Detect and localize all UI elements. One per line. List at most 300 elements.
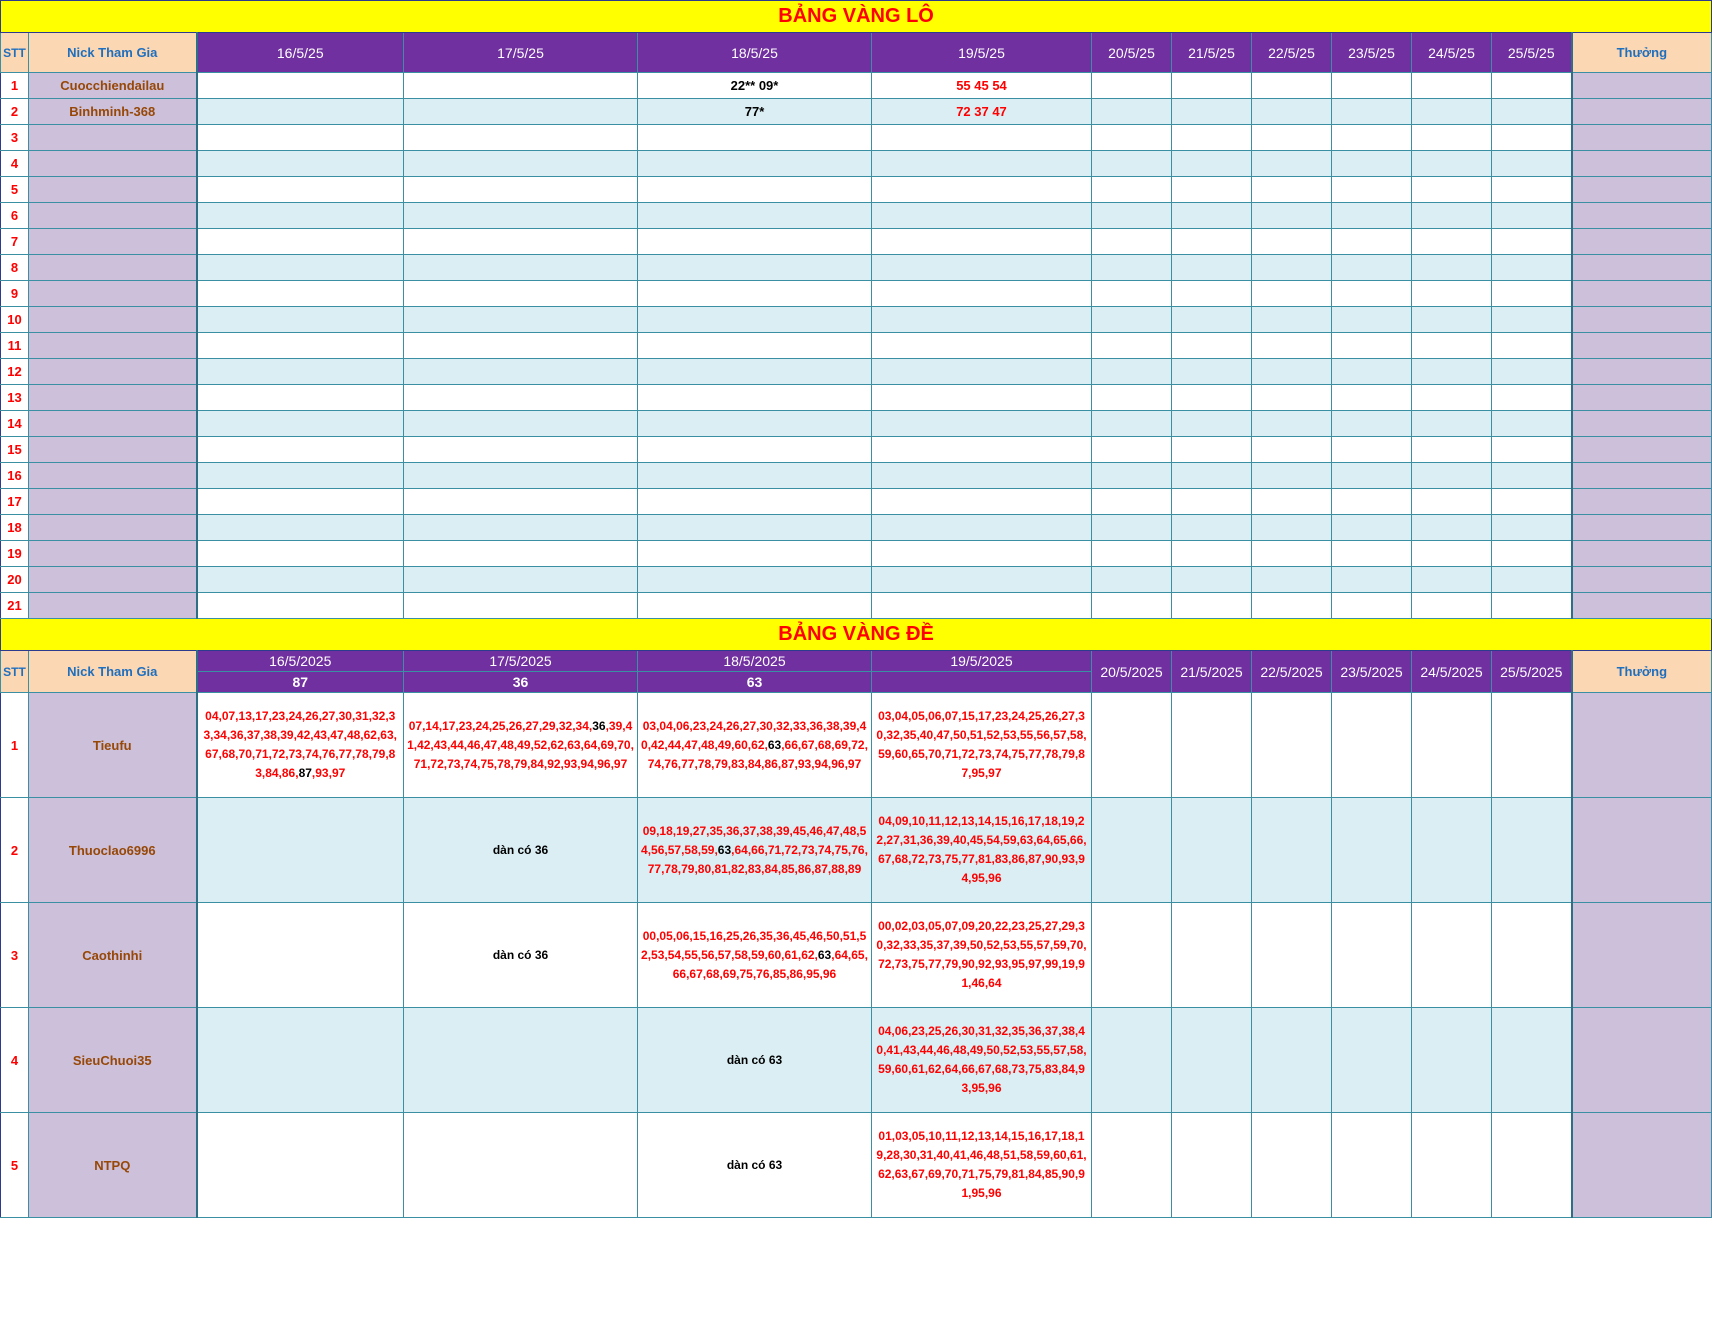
lo-cell[interactable] — [1092, 151, 1172, 177]
lo-cell[interactable] — [1332, 489, 1412, 515]
lo-cell[interactable] — [1172, 125, 1252, 151]
lo-cell[interactable] — [638, 177, 872, 203]
lo-cell[interactable] — [1412, 255, 1492, 281]
lo-cell[interactable] — [1092, 515, 1172, 541]
lo-cell[interactable] — [1252, 411, 1332, 437]
lo-row-nick[interactable] — [29, 203, 197, 229]
lo-cell[interactable] — [404, 99, 638, 125]
lo-row-nick[interactable] — [29, 333, 197, 359]
lo-cell[interactable] — [404, 333, 638, 359]
lo-row-nick[interactable] — [29, 125, 197, 151]
lo-cell[interactable] — [1492, 463, 1572, 489]
lo-cell[interactable] — [1172, 593, 1252, 619]
lo-cell[interactable] — [1492, 307, 1572, 333]
lo-cell[interactable] — [1172, 489, 1252, 515]
lo-cell[interactable] — [404, 281, 638, 307]
lo-cell[interactable] — [197, 125, 404, 151]
de-cell[interactable] — [1412, 1113, 1492, 1218]
de-cell[interactable] — [872, 693, 1092, 798]
lo-cell[interactable] — [1252, 593, 1332, 619]
lo-cell[interactable] — [1172, 99, 1252, 125]
lo-cell[interactable] — [1092, 437, 1172, 463]
lo-cell[interactable] — [404, 541, 638, 567]
de-row-thuong[interactable] — [1572, 903, 1712, 1008]
de-cell[interactable] — [197, 1113, 404, 1218]
lo-cell[interactable] — [1332, 541, 1412, 567]
de-row-thuong[interactable] — [1572, 1008, 1712, 1113]
de-row-nick[interactable]: SieuChuoi35 — [29, 1008, 197, 1113]
lo-cell[interactable] — [1252, 177, 1332, 203]
de-cell[interactable] — [638, 903, 872, 1008]
lo-cell[interactable] — [1332, 151, 1412, 177]
lo-cell[interactable] — [197, 463, 404, 489]
lo-cell[interactable] — [1492, 437, 1572, 463]
lo-row-nick[interactable] — [29, 463, 197, 489]
lo-cell[interactable] — [1252, 203, 1332, 229]
lo-cell[interactable] — [404, 307, 638, 333]
lo-cell[interactable] — [1492, 203, 1572, 229]
lo-cell[interactable] — [1332, 203, 1412, 229]
de-cell[interactable] — [1252, 798, 1332, 903]
de-cell[interactable] — [1492, 693, 1572, 798]
lo-cell[interactable] — [1332, 177, 1412, 203]
de-cell[interactable] — [1252, 693, 1332, 798]
lo-cell[interactable] — [1492, 541, 1572, 567]
lo-cell[interactable] — [1492, 515, 1572, 541]
lo-cell[interactable] — [1332, 463, 1412, 489]
lo-cell[interactable] — [1492, 333, 1572, 359]
lo-row-nick[interactable] — [29, 177, 197, 203]
lo-cell[interactable] — [1252, 229, 1332, 255]
lo-cell[interactable] — [1492, 73, 1572, 99]
lo-cell[interactable] — [404, 593, 638, 619]
lo-cell[interactable] — [404, 489, 638, 515]
lo-cell[interactable] — [1492, 359, 1572, 385]
lo-cell[interactable] — [1252, 73, 1332, 99]
lo-cell[interactable] — [872, 307, 1092, 333]
de-cell[interactable] — [1172, 693, 1252, 798]
lo-cell[interactable] — [1092, 567, 1172, 593]
lo-cell[interactable] — [1172, 463, 1252, 489]
lo-cell[interactable] — [1412, 567, 1492, 593]
lo-cell[interactable] — [1412, 99, 1492, 125]
lo-cell[interactable] — [197, 359, 404, 385]
lo-cell[interactable] — [872, 567, 1092, 593]
lo-cell[interactable] — [1252, 99, 1332, 125]
lo-cell[interactable] — [1412, 489, 1492, 515]
lo-cell[interactable] — [638, 463, 872, 489]
lo-cell[interactable] — [1332, 593, 1412, 619]
lo-cell[interactable] — [1252, 151, 1332, 177]
lo-cell[interactable] — [1252, 541, 1332, 567]
lo-row-thuong[interactable] — [1572, 567, 1712, 593]
de-cell[interactable] — [1092, 798, 1172, 903]
lo-cell[interactable] — [404, 411, 638, 437]
lo-row-thuong[interactable] — [1572, 73, 1712, 99]
lo-cell[interactable] — [872, 281, 1092, 307]
lo-cell[interactable] — [197, 489, 404, 515]
lo-cell[interactable] — [1092, 463, 1172, 489]
lo-cell[interactable] — [404, 151, 638, 177]
lo-cell[interactable] — [1332, 359, 1412, 385]
lo-cell[interactable] — [404, 125, 638, 151]
lo-row-nick[interactable] — [29, 593, 197, 619]
lo-cell[interactable] — [638, 411, 872, 437]
lo-row-thuong[interactable] — [1572, 593, 1712, 619]
lo-cell[interactable] — [1092, 99, 1172, 125]
lo-cell[interactable] — [1252, 333, 1332, 359]
lo-cell[interactable] — [1332, 515, 1412, 541]
lo-row-nick[interactable]: Binhminh-368 — [29, 99, 197, 125]
lo-cell[interactable] — [872, 515, 1092, 541]
de-cell[interactable] — [1092, 903, 1172, 1008]
de-cell[interactable] — [1412, 1008, 1492, 1113]
lo-cell[interactable] — [1092, 177, 1172, 203]
lo-cell[interactable] — [1252, 281, 1332, 307]
lo-cell[interactable] — [638, 333, 872, 359]
de-cell[interactable] — [197, 693, 404, 798]
lo-cell[interactable] — [638, 359, 872, 385]
lo-cell[interactable] — [872, 125, 1092, 151]
de-cell[interactable] — [197, 1008, 404, 1113]
lo-cell[interactable] — [872, 463, 1092, 489]
lo-cell[interactable] — [1332, 99, 1412, 125]
lo-cell[interactable] — [1172, 333, 1252, 359]
lo-cell[interactable] — [638, 437, 872, 463]
lo-row-nick[interactable] — [29, 281, 197, 307]
de-cell[interactable] — [197, 798, 404, 903]
de-cell[interactable] — [1092, 1008, 1172, 1113]
lo-cell[interactable] — [197, 229, 404, 255]
lo-cell[interactable] — [1492, 229, 1572, 255]
lo-cell[interactable] — [1252, 437, 1332, 463]
lo-cell[interactable] — [1412, 125, 1492, 151]
lo-row-thuong[interactable] — [1572, 489, 1712, 515]
lo-cell[interactable] — [404, 229, 638, 255]
de-cell[interactable] — [1332, 1113, 1412, 1218]
lo-cell[interactable] — [1332, 385, 1412, 411]
lo-cell[interactable] — [1412, 177, 1492, 203]
lo-cell[interactable] — [197, 73, 404, 99]
lo-cell[interactable] — [404, 437, 638, 463]
lo-row-nick[interactable] — [29, 307, 197, 333]
lo-cell[interactable] — [404, 359, 638, 385]
lo-cell[interactable] — [638, 203, 872, 229]
de-cell[interactable] — [872, 1008, 1092, 1113]
lo-cell[interactable] — [638, 541, 872, 567]
lo-cell[interactable] — [197, 281, 404, 307]
lo-cell[interactable] — [1092, 229, 1172, 255]
lo-cell[interactable] — [1492, 255, 1572, 281]
lo-cell[interactable] — [1092, 203, 1172, 229]
lo-cell[interactable] — [197, 177, 404, 203]
de-row-nick[interactable]: Thuoclao6996 — [29, 798, 197, 903]
de-cell[interactable] — [872, 903, 1092, 1008]
lo-cell[interactable] — [1092, 333, 1172, 359]
lo-row-thuong[interactable] — [1572, 437, 1712, 463]
de-cell[interactable] — [404, 693, 638, 798]
de-cell[interactable] — [1492, 1008, 1572, 1113]
lo-cell[interactable] — [872, 541, 1092, 567]
lo-cell[interactable] — [638, 307, 872, 333]
de-cell[interactable] — [638, 1008, 872, 1113]
de-row-thuong[interactable] — [1572, 693, 1712, 798]
lo-cell[interactable] — [1412, 593, 1492, 619]
lo-row-nick[interactable] — [29, 437, 197, 463]
lo-cell[interactable] — [1092, 411, 1172, 437]
lo-cell[interactable] — [872, 411, 1092, 437]
lo-cell[interactable] — [1172, 255, 1252, 281]
lo-cell[interactable] — [872, 229, 1092, 255]
lo-cell[interactable] — [1172, 229, 1252, 255]
de-cell[interactable] — [872, 798, 1092, 903]
lo-cell[interactable] — [197, 385, 404, 411]
lo-cell[interactable] — [404, 203, 638, 229]
lo-cell[interactable] — [638, 255, 872, 281]
de-cell[interactable] — [1492, 798, 1572, 903]
de-cell[interactable] — [404, 1008, 638, 1113]
lo-cell[interactable] — [1412, 203, 1492, 229]
lo-cell[interactable] — [197, 437, 404, 463]
lo-cell[interactable] — [1332, 437, 1412, 463]
lo-cell[interactable] — [1412, 281, 1492, 307]
lo-cell[interactable] — [1252, 515, 1332, 541]
de-cell[interactable] — [638, 1113, 872, 1218]
lo-cell[interactable] — [1172, 437, 1252, 463]
lo-row-thuong[interactable] — [1572, 125, 1712, 151]
lo-row-thuong[interactable] — [1572, 307, 1712, 333]
lo-row-thuong[interactable] — [1572, 229, 1712, 255]
de-cell[interactable] — [1492, 1113, 1572, 1218]
lo-cell[interactable] — [1412, 359, 1492, 385]
lo-cell[interactable] — [1332, 307, 1412, 333]
lo-row-thuong[interactable] — [1572, 203, 1712, 229]
lo-cell[interactable] — [1092, 385, 1172, 411]
lo-cell[interactable] — [638, 489, 872, 515]
lo-cell[interactable] — [1332, 229, 1412, 255]
de-cell[interactable] — [638, 693, 872, 798]
lo-cell[interactable] — [1332, 255, 1412, 281]
lo-row-nick[interactable] — [29, 359, 197, 385]
lo-cell[interactable] — [1172, 307, 1252, 333]
de-cell[interactable] — [1092, 1113, 1172, 1218]
lo-cell[interactable] — [1492, 281, 1572, 307]
lo-cell[interactable] — [1412, 151, 1492, 177]
lo-cell[interactable] — [1412, 307, 1492, 333]
lo-cell[interactable] — [1492, 411, 1572, 437]
lo-cell[interactable] — [197, 99, 404, 125]
lo-row-nick[interactable] — [29, 489, 197, 515]
lo-cell[interactable] — [1172, 411, 1252, 437]
lo-cell[interactable] — [1172, 281, 1252, 307]
lo-cell[interactable] — [1092, 73, 1172, 99]
de-cell[interactable] — [1252, 903, 1332, 1008]
lo-cell[interactable] — [404, 177, 638, 203]
de-cell[interactable] — [1172, 798, 1252, 903]
lo-cell[interactable] — [1172, 567, 1252, 593]
lo-cell[interactable] — [1412, 333, 1492, 359]
de-cell[interactable] — [638, 798, 872, 903]
lo-row-thuong[interactable] — [1572, 541, 1712, 567]
lo-cell[interactable] — [197, 203, 404, 229]
de-cell[interactable] — [1172, 1113, 1252, 1218]
lo-cell[interactable] — [1252, 255, 1332, 281]
de-cell[interactable] — [1332, 798, 1412, 903]
lo-cell[interactable] — [638, 567, 872, 593]
lo-cell[interactable] — [1492, 385, 1572, 411]
lo-cell[interactable] — [1332, 73, 1412, 99]
lo-cell[interactable] — [197, 515, 404, 541]
lo-cell[interactable] — [197, 151, 404, 177]
lo-cell[interactable] — [1252, 307, 1332, 333]
lo-cell[interactable] — [1332, 125, 1412, 151]
lo-cell[interactable] — [1412, 437, 1492, 463]
lo-row-thuong[interactable] — [1572, 515, 1712, 541]
de-cell[interactable] — [404, 798, 638, 903]
de-cell[interactable] — [1092, 693, 1172, 798]
lo-cell[interactable] — [872, 255, 1092, 281]
lo-cell[interactable] — [638, 125, 872, 151]
lo-cell[interactable] — [1092, 281, 1172, 307]
lo-cell[interactable] — [1412, 73, 1492, 99]
lo-cell[interactable] — [872, 437, 1092, 463]
lo-cell[interactable] — [1172, 385, 1252, 411]
lo-cell[interactable] — [404, 463, 638, 489]
lo-cell[interactable] — [1412, 515, 1492, 541]
lo-cell[interactable] — [1092, 541, 1172, 567]
de-cell[interactable] — [1252, 1113, 1332, 1218]
de-row-thuong[interactable] — [1572, 1113, 1712, 1218]
lo-cell[interactable] — [1092, 593, 1172, 619]
lo-cell[interactable] — [1172, 203, 1252, 229]
de-row-nick[interactable]: NTPQ — [29, 1113, 197, 1218]
lo-cell[interactable] — [1332, 333, 1412, 359]
de-row-nick[interactable]: Tieufu — [29, 693, 197, 798]
lo-cell[interactable] — [197, 567, 404, 593]
lo-row-thuong[interactable] — [1572, 333, 1712, 359]
lo-cell[interactable] — [197, 411, 404, 437]
lo-row-nick[interactable] — [29, 567, 197, 593]
lo-cell[interactable] — [197, 307, 404, 333]
lo-cell[interactable] — [1092, 125, 1172, 151]
lo-cell[interactable] — [1492, 125, 1572, 151]
lo-cell[interactable] — [1492, 151, 1572, 177]
lo-cell[interactable] — [1332, 567, 1412, 593]
lo-row-nick[interactable]: Cuocchiendailau — [29, 73, 197, 99]
lo-cell[interactable] — [1172, 73, 1252, 99]
lo-cell[interactable] — [404, 385, 638, 411]
de-cell[interactable] — [1252, 1008, 1332, 1113]
lo-cell[interactable] — [1332, 411, 1412, 437]
lo-cell[interactable] — [404, 73, 638, 99]
lo-row-nick[interactable] — [29, 151, 197, 177]
lo-cell[interactable] — [638, 515, 872, 541]
lo-row-thuong[interactable] — [1572, 359, 1712, 385]
lo-cell[interactable] — [1412, 411, 1492, 437]
lo-cell[interactable] — [872, 177, 1092, 203]
lo-row-thuong[interactable] — [1572, 385, 1712, 411]
lo-cell[interactable] — [1252, 567, 1332, 593]
lo-cell[interactable] — [1412, 541, 1492, 567]
lo-cell[interactable] — [1412, 463, 1492, 489]
lo-row-nick[interactable] — [29, 411, 197, 437]
lo-cell[interactable] — [404, 567, 638, 593]
lo-cell[interactable] — [1332, 281, 1412, 307]
lo-cell[interactable] — [1092, 359, 1172, 385]
lo-cell[interactable] — [197, 255, 404, 281]
lo-cell[interactable] — [872, 151, 1092, 177]
lo-cell[interactable] — [1412, 229, 1492, 255]
lo-cell[interactable] — [1252, 125, 1332, 151]
lo-cell[interactable] — [1492, 567, 1572, 593]
lo-cell[interactable] — [638, 151, 872, 177]
lo-cell[interactable] — [872, 203, 1092, 229]
lo-cell[interactable] — [1252, 359, 1332, 385]
lo-cell[interactable] — [1252, 489, 1332, 515]
lo-cell[interactable] — [1172, 515, 1252, 541]
lo-cell[interactable] — [1172, 177, 1252, 203]
lo-cell[interactable] — [1172, 151, 1252, 177]
lo-cell[interactable]: 55 45 54 — [872, 73, 1092, 99]
de-cell[interactable] — [1332, 1008, 1412, 1113]
lo-cell[interactable] — [638, 385, 872, 411]
lo-cell[interactable]: 72 37 47 — [872, 99, 1092, 125]
lo-cell[interactable] — [1492, 99, 1572, 125]
lo-cell[interactable] — [872, 333, 1092, 359]
de-row-nick[interactable]: Caothinhi — [29, 903, 197, 1008]
lo-cell[interactable] — [638, 229, 872, 255]
lo-cell[interactable] — [1492, 489, 1572, 515]
de-cell[interactable] — [1172, 1008, 1252, 1113]
lo-row-thuong[interactable] — [1572, 151, 1712, 177]
lo-cell[interactable] — [638, 281, 872, 307]
lo-cell[interactable] — [404, 515, 638, 541]
lo-cell[interactable] — [872, 385, 1092, 411]
lo-cell[interactable] — [197, 593, 404, 619]
lo-cell[interactable] — [197, 541, 404, 567]
de-cell[interactable] — [404, 1113, 638, 1218]
lo-cell[interactable] — [638, 593, 872, 619]
lo-cell[interactable] — [872, 593, 1092, 619]
lo-cell[interactable] — [872, 359, 1092, 385]
lo-row-thuong[interactable] — [1572, 463, 1712, 489]
lo-cell[interactable] — [1172, 359, 1252, 385]
de-cell[interactable] — [1412, 903, 1492, 1008]
lo-cell[interactable]: 77* — [638, 99, 872, 125]
lo-row-nick[interactable] — [29, 385, 197, 411]
lo-row-thuong[interactable] — [1572, 411, 1712, 437]
de-cell[interactable] — [872, 1113, 1092, 1218]
lo-row-nick[interactable] — [29, 229, 197, 255]
de-cell[interactable] — [404, 903, 638, 1008]
lo-row-nick[interactable] — [29, 255, 197, 281]
de-cell[interactable] — [1412, 693, 1492, 798]
de-cell[interactable] — [1492, 903, 1572, 1008]
de-cell[interactable] — [197, 903, 404, 1008]
lo-cell[interactable] — [1092, 255, 1172, 281]
lo-cell[interactable] — [1252, 385, 1332, 411]
lo-row-thuong[interactable] — [1572, 255, 1712, 281]
lo-cell[interactable] — [1492, 177, 1572, 203]
de-cell[interactable] — [1332, 903, 1412, 1008]
lo-cell[interactable] — [1092, 489, 1172, 515]
de-cell[interactable] — [1332, 693, 1412, 798]
lo-cell[interactable] — [1252, 463, 1332, 489]
lo-cell[interactable] — [872, 489, 1092, 515]
lo-row-nick[interactable] — [29, 541, 197, 567]
de-cell[interactable] — [1172, 903, 1252, 1008]
lo-cell[interactable]: 22** 09* — [638, 73, 872, 99]
